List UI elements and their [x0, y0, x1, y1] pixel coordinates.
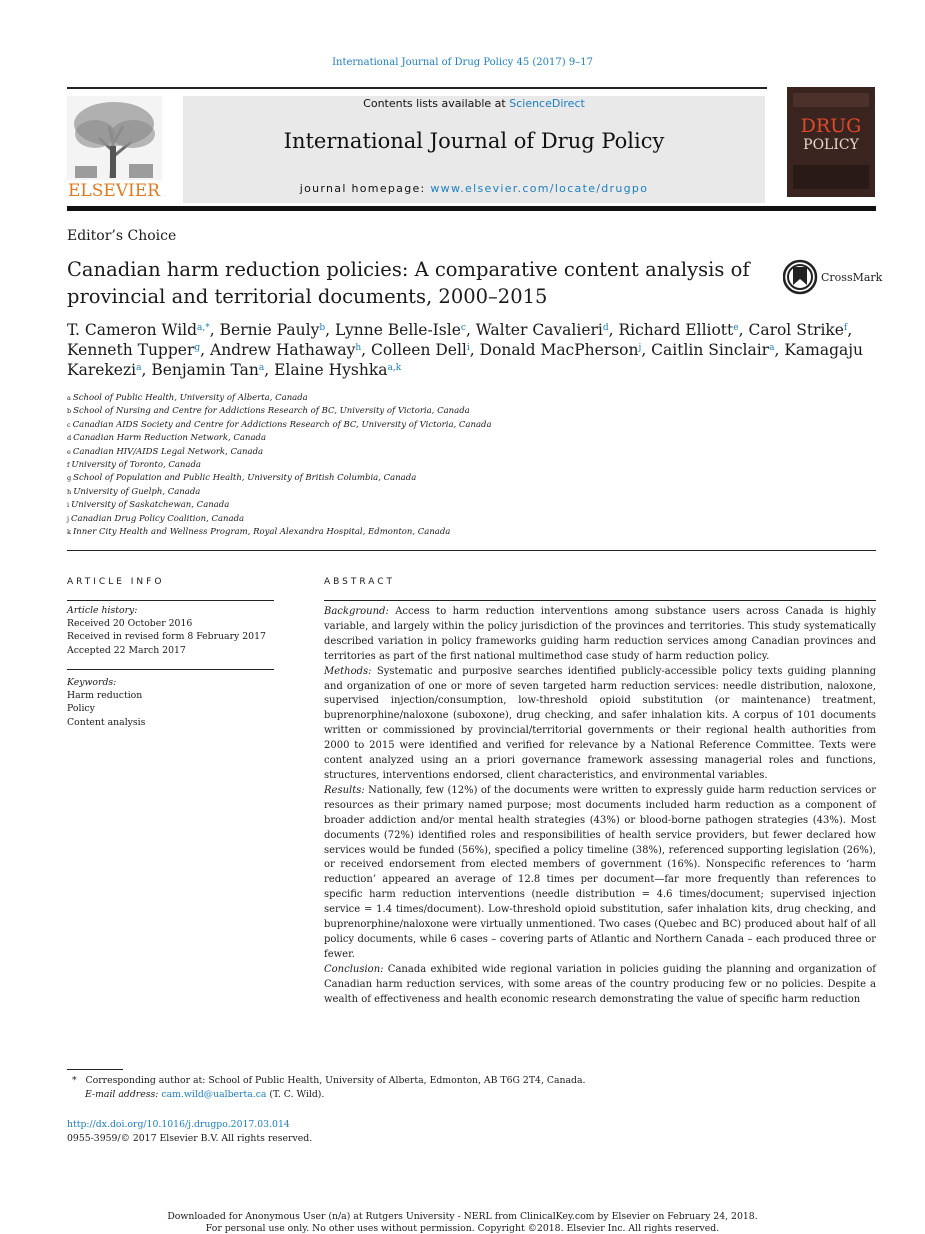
- author-name: Donald MacPherson: [479, 341, 639, 359]
- author[interactable]: [476, 321, 619, 339]
- journal-homepage: [183, 182, 765, 195]
- masthead-top-rule: [67, 87, 767, 89]
- affiliation-key: h: [67, 487, 72, 496]
- abstract-results: [324, 784, 876, 963]
- affiliation-item: [67, 499, 877, 512]
- abstract-conclusion: [324, 963, 876, 1008]
- elsevier-tree-icon: [67, 96, 162, 199]
- author-separator: ,: [200, 341, 210, 359]
- affiliation-key: g: [67, 474, 72, 483]
- affiliation-key: b: [67, 407, 72, 416]
- corresponding-author-text: Corresponding author at: School of Public Health, University of Alberta, Edmonton, AB T6G 2T4, Canada.: [85, 1075, 586, 1086]
- affiliation-key: e: [67, 447, 71, 456]
- author[interactable]: [67, 321, 220, 339]
- affiliation-text: Canadian Drug Policy Coalition, Canada: [71, 513, 245, 524]
- affiliation-key: i: [67, 501, 70, 510]
- journal-masthead: [67, 87, 876, 212]
- author-name: Kenneth Tupper: [67, 341, 195, 359]
- download-line-2: For personal use only. No other uses without permission. Copyright ©2018. Elsevier Inc. All rights reserved.: [205, 1222, 720, 1234]
- affiliation-text: School of Nursing and Centre for Addictions Research of BC, University of Victoria, Canada: [73, 406, 470, 417]
- journal-cover-thumbnail[interactable]: [787, 87, 875, 197]
- abstract-text: Canada exhibited wide regional variation in policies guiding the planning and organization of Canadian harm reduction services, with some areas of the country producing few or no policies. Despite a wealth of effectiveness and health economic research demonstrating the value of specific harm reduction: [324, 963, 876, 1005]
- author-name: Carol Strike: [748, 321, 844, 339]
- corresponding-author-note: [72, 1074, 852, 1088]
- homepage-link[interactable]: www.elsevier.com/locate/drugpo: [430, 182, 649, 195]
- affiliation-item: [67, 419, 877, 432]
- author-affiliation-marker[interactable]: j: [638, 343, 642, 353]
- section-label: Editor’s Choice: [67, 228, 177, 244]
- journal-cover-image: [787, 87, 875, 197]
- abstract-divider: [324, 600, 876, 601]
- affiliation-text: Canadian HIV/AIDS Legal Network, Canada: [72, 446, 264, 457]
- affiliation-key: a: [67, 394, 71, 402]
- author-name: Richard Elliott: [618, 321, 734, 339]
- author-name: Lynne Belle-Isle: [334, 321, 461, 339]
- doi-link[interactable]: http://dx.doi.org/10.1016/j.drugpo.2017.03.014: [67, 1119, 290, 1130]
- affiliation-text: School of Public Health, University of Alberta, Canada: [72, 393, 308, 403]
- author-affiliation-marker[interactable]: f: [843, 323, 848, 333]
- author-separator: ,: [325, 321, 335, 339]
- affiliation-item: [67, 513, 877, 526]
- elsevier-logo[interactable]: [67, 96, 162, 199]
- author-affiliation-marker[interactable]: a: [136, 363, 142, 373]
- author-affiliation-marker[interactable]: a,*: [197, 323, 210, 333]
- article-info-divider: [67, 600, 274, 601]
- author-affiliation-marker[interactable]: c: [460, 323, 466, 333]
- author-affiliation-marker[interactable]: a,k: [387, 363, 402, 373]
- affiliation-key: d: [67, 434, 72, 443]
- author-separator: ,: [641, 341, 652, 359]
- keywords-divider: [67, 669, 274, 670]
- author-separator: ,: [847, 321, 853, 339]
- affiliation-text: Canadian AIDS Society and Centre for Addictions Research of BC, University of Victoria, Canada: [72, 419, 492, 430]
- email-note: [85, 1088, 865, 1102]
- author-name: Walter Cavalieri: [475, 321, 603, 339]
- author-separator: ,: [469, 341, 480, 359]
- download-line-1: Downloaded for Anonymous User (n/a) at Rutgers University - NERL from ClinicalKey.com by Elsevier on February 24, 2018.: [167, 1211, 758, 1222]
- keyword: Harm reduction: [67, 690, 143, 702]
- svg-text:POLICY: POLICY: [803, 137, 859, 153]
- footnote-rule: [67, 1069, 123, 1070]
- author-name: T. Cameron Wild: [67, 321, 198, 339]
- header-divider: [67, 550, 876, 551]
- revised-date: Received in revised form 8 February 2017: [67, 631, 266, 643]
- keyword: Content analysis: [67, 716, 146, 728]
- download-notice: [0, 1211, 925, 1234]
- accepted-date: Accepted 22 March 2017: [67, 644, 186, 656]
- email-link[interactable]: cam.wild@ualberta.ca: [161, 1089, 267, 1100]
- affiliation-item: [67, 405, 877, 418]
- author-affiliation-marker[interactable]: g: [194, 343, 201, 353]
- svg-text:DRUG: DRUG: [800, 115, 862, 137]
- author-affiliation-marker[interactable]: i: [466, 343, 470, 353]
- sciencedirect-link[interactable]: ScienceDirect: [509, 97, 585, 110]
- masthead-bottom-rule: [67, 206, 876, 211]
- keywords-block: [67, 676, 274, 729]
- affiliation-item: [67, 472, 877, 485]
- author[interactable]: [151, 361, 274, 379]
- history-label: Article history:: [67, 605, 138, 616]
- abstract-background: [324, 605, 876, 665]
- affiliation-text: University of Saskatchewan, Canada: [71, 500, 230, 511]
- author-name: Andrew Hathaway: [210, 341, 356, 359]
- author-name: Caitlin Sinclair: [651, 341, 770, 359]
- author[interactable]: [335, 321, 476, 339]
- author[interactable]: [748, 321, 852, 339]
- article-info-heading: ARTICLE INFO: [67, 577, 165, 587]
- author-separator: ,: [465, 321, 476, 339]
- author[interactable]: [619, 321, 749, 339]
- author-affiliation-marker[interactable]: a: [769, 343, 775, 353]
- crossmark-icon: [783, 259, 819, 295]
- affiliation-text: University of Toronto, Canada: [71, 460, 201, 471]
- article-history: [67, 604, 274, 657]
- homepage-prefix: journal homepage:: [299, 182, 431, 195]
- author-name: Bernie Pauly: [219, 321, 320, 339]
- affiliation-text: Canadian Harm Reduction Network, Canada: [73, 433, 267, 444]
- email-suffix: (T. C. Wild).: [266, 1089, 325, 1100]
- affiliation-text: Inner City Health and Wellness Program, Royal Alexandra Hospital, Edmonton, Canada: [72, 527, 451, 538]
- abstract-body: [324, 605, 876, 1007]
- affiliation-item: [67, 446, 877, 459]
- affiliation-text: School of Population and Public Health, University of British Columbia, Canada: [73, 473, 417, 484]
- abstract-methods: [324, 665, 876, 784]
- author-separator: ,: [209, 321, 220, 339]
- author-separator: ,: [141, 361, 152, 379]
- crossmark-button[interactable]: [783, 259, 883, 295]
- affiliation-item: [67, 526, 877, 539]
- author-name: Elaine Hyshka: [274, 361, 388, 379]
- affiliation-item: [67, 486, 877, 499]
- author-name: Kamagaju Karekezi: [67, 341, 864, 379]
- journal-citation[interactable]: International Journal of Drug Policy 45 (2017) 9–17: [332, 57, 593, 68]
- abstract-lead: Results:: [324, 784, 365, 796]
- issn-copyright: 0955-3959/© 2017 Elsevier B.V. All rights reserved.: [67, 1133, 313, 1144]
- affiliation-item: [67, 392, 877, 405]
- abstract-text: Systematic and purposive searches identified publicly-accessible policy texts guiding planning and organization of one or more of seven targeted harm reduction services: needle distribution, naloxone, supervised injection/consumption, low-threshold opioid substitution (or maintenance) treatment, buprenorphine/naloxone (suboxone), drug checking, and safer inhalation kits. A corpus of 101 documents written or commissioned by provincial/territorial governments or their regional health authorities from 2000 to 2015 were identified and verified for relevance by a National Reference Committee. Texts were content analyzed using an a priori governance framework assessing managerial roles and functions, structures, interventions endorsed, client characteristics, and environmental variables.: [324, 665, 876, 781]
- email-label: E-mail address:: [85, 1089, 159, 1100]
- svg-text:ELSEVIER: ELSEVIER: [68, 181, 160, 199]
- abstract-lead: Background:: [324, 606, 389, 617]
- affiliation-key: j: [67, 514, 70, 523]
- affiliation-key: f: [67, 461, 70, 470]
- author-affiliation-marker[interactable]: h: [355, 343, 362, 353]
- author[interactable]: [651, 341, 784, 359]
- author-separator: ,: [774, 341, 785, 359]
- author-list: [67, 320, 877, 380]
- crossmark-label: CrossMark: [821, 271, 883, 284]
- author-name: Benjamin Tan: [151, 361, 259, 379]
- author-name: Colleen Dell: [371, 341, 467, 359]
- journal-title: International Journal of Drug Policy: [283, 129, 665, 153]
- affiliation-item: [67, 459, 877, 472]
- author-affiliation-marker[interactable]: b: [319, 323, 326, 333]
- affiliation-key: c: [67, 420, 71, 429]
- abstract-lead: Conclusion:: [324, 963, 384, 975]
- author-affiliation-marker[interactable]: d: [602, 323, 609, 333]
- author[interactable]: [67, 341, 210, 359]
- affiliation-item: [67, 432, 877, 445]
- author-affiliation-marker[interactable]: a: [258, 363, 265, 373]
- author-separator: ,: [738, 321, 749, 339]
- affiliation-key: k: [67, 528, 71, 537]
- affiliation-list: [67, 392, 877, 539]
- article-title: Canadian harm reduction policies: A comparative content analysis of provincial and territorial documents, 2000–2015: [67, 258, 750, 308]
- author[interactable]: [274, 361, 401, 379]
- author-affiliation-marker[interactable]: e: [733, 323, 739, 333]
- received-date: Received 20 October 2016: [67, 618, 193, 630]
- author[interactable]: [371, 341, 480, 359]
- author-separator: ,: [264, 361, 275, 379]
- affiliation-text: University of Guelph, Canada: [73, 486, 201, 497]
- abstract-text: Nationally, few (12%) of the documents were written to expressly guide harm reduction services or resources as their primary named purpose; most documents included harm reduction as a component of broader addiction and/or mental health strategies (43%) or blood-borne pathogen strategies (43%). Most documents (72%) identified roles and responsibilities of health service providers, but fewer declared how services would be funded (56%), specified a policy timeline (38%), referenced supporting legislation (26%), or received endorsement from elected members of government (16%). Nonspecific references to ‘harm reduction’ appeared an average of 12.8 times per document—far more frequently than references to specific harm reduction interventions (needle distribution = 4.6 times/document; supervised injection service = 1.4 times/document). Low-threshold opioid substitution, safer inhalation kits, drug checking, and buprenorphine/naloxone were virtually unmentioned. Two cases (Quebec and BC) produced about half of all policy documents, while 6 cases – covering parts of Atlantic and Northern Canada – each produced three or fewer.: [324, 784, 876, 960]
- abstract-heading: ABSTRACT: [324, 577, 396, 587]
- abstract-text: Access to harm reduction interventions among substance users across Canada is highly variable, and largely within the policy jurisdiction of the provinces and territories. This study systematically described variation in policy frameworks guiding harm reduction services among Canadian provinces and territories as part of the first national multimethod case study of harm reduction policy.: [324, 606, 876, 662]
- author-separator: ,: [361, 341, 372, 359]
- contents-prefix: Contents lists available at: [363, 97, 510, 110]
- abstract-lead: Methods:: [324, 665, 372, 677]
- author[interactable]: [220, 321, 335, 339]
- keywords-label: Keywords:: [67, 677, 117, 688]
- author[interactable]: [480, 341, 652, 359]
- author[interactable]: [210, 341, 371, 359]
- contents-line: [183, 97, 765, 110]
- footnote-star: *: [72, 1075, 77, 1086]
- author-separator: ,: [608, 321, 619, 339]
- keyword: Policy: [67, 703, 95, 715]
